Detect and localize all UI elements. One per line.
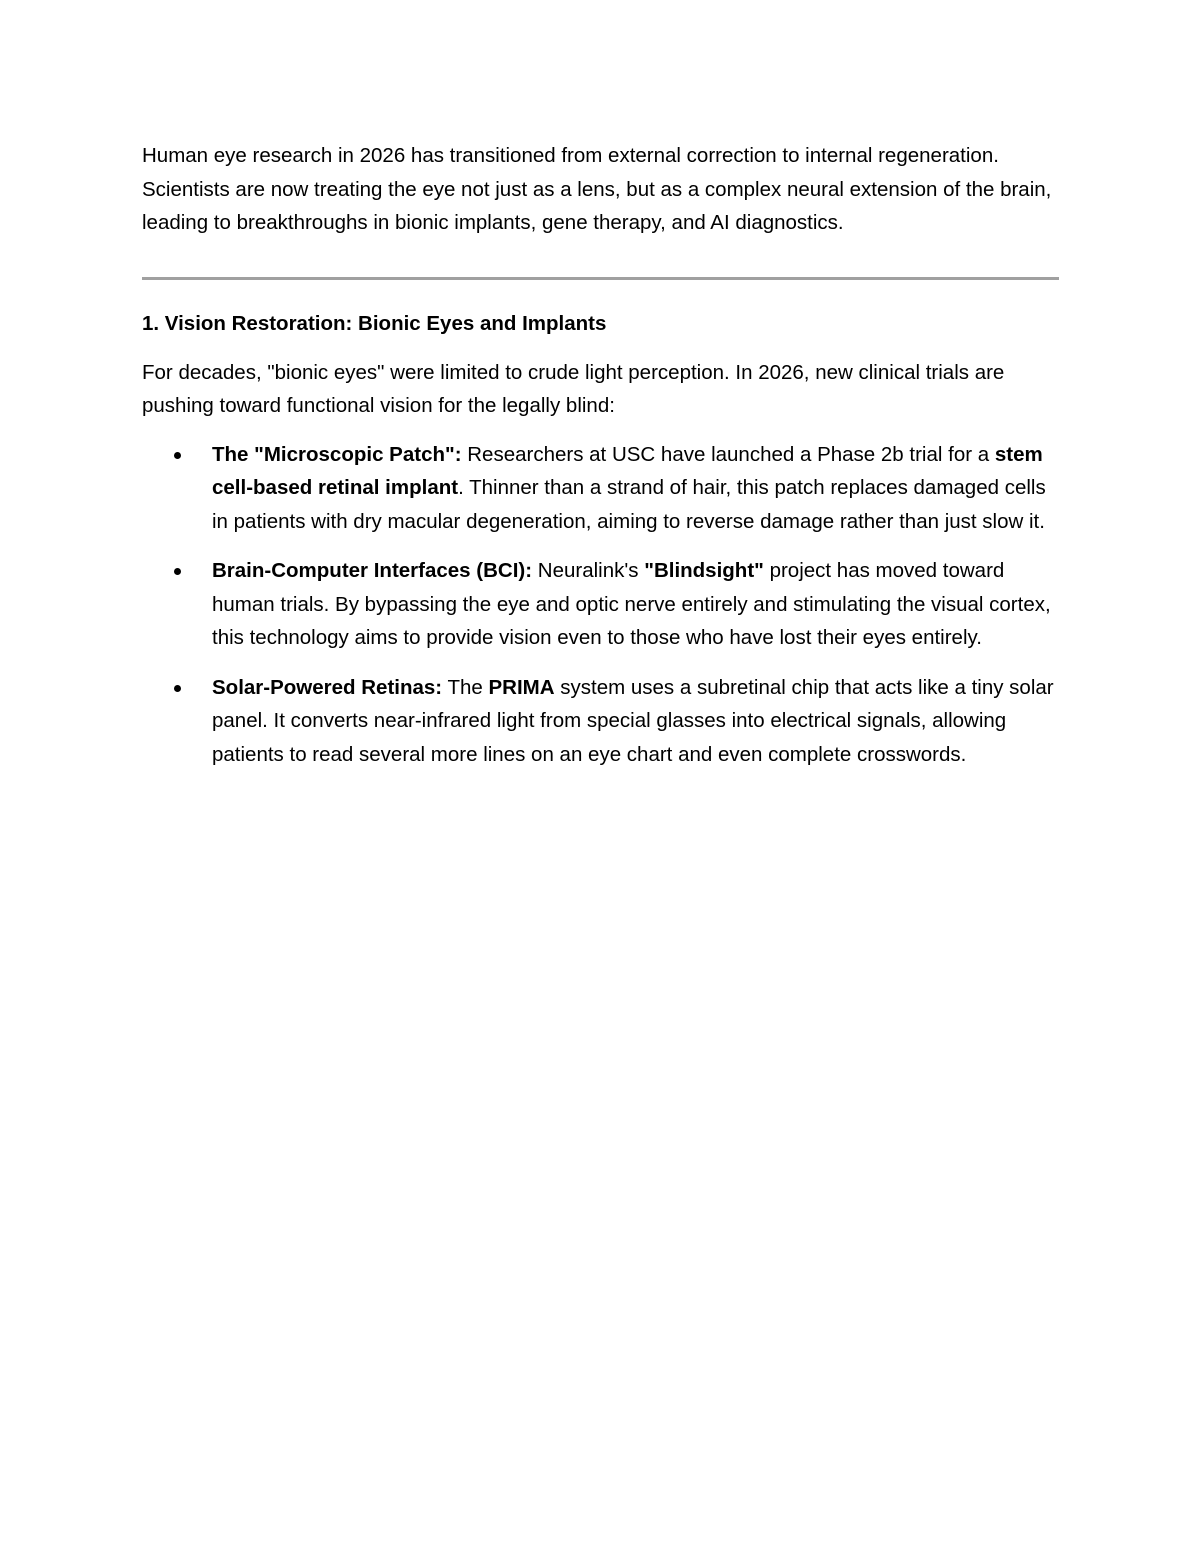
bullet-text: The — [442, 675, 489, 699]
bullet-text: project has moved toward human trials. By bypassing the eye and optic nerve entirely and stimulating the visual cortex, this technology aims to provide vision even to those who have lost their eyes entirely. — [212, 559, 1051, 649]
bullet-label: Solar-Powered Retinas: — [212, 675, 443, 699]
bullet-list — [142, 438, 1062, 772]
document-page — [142, 139, 1062, 787]
bullet-bold-text: stem cell-based retinal implant — [212, 442, 1043, 499]
bullet-text: Neuralink's — [532, 559, 645, 582]
horizontal-divider — [142, 277, 1059, 280]
section-lead-paragraph: For decades, "bionic eyes" were limited to crude light perception. In 2026, new clinical trials are pushing toward functional vision for the legally blind: — [142, 360, 1005, 417]
intro-paragraph: Human eye research in 2026 has transitioned from external correction to internal regeneration. Scientists are now treating the eye not just as a lens, but as a complex neural extension of the brain, leading to breakthroughs in bionic implants, gene therapy, and AI diagnostics. — [142, 144, 1052, 234]
bullet-text: Researchers at USC have launched a Phase 2b trial for a — [461, 442, 995, 466]
bullet-label: The "Microscopic Patch": — [212, 442, 462, 466]
bullet-icon — [174, 452, 181, 459]
bullet-icon — [174, 685, 181, 692]
bullet-bold-text: PRIMA — [488, 675, 555, 699]
list-item — [142, 438, 1062, 539]
bullet-label: Brain-Computer Interfaces (BCI): — [212, 559, 533, 582]
bullet-bold-text: "Blindsight" — [644, 559, 764, 582]
bullet-text: . Thinner than a strand of hair, this patch replaces damaged cells in patients with dry macular degeneration, aiming to reverse damage rather than just slow it. — [212, 476, 1046, 533]
section-heading: 1. Vision Restoration: Bionic Eyes and Implants — [142, 311, 607, 335]
list-item — [142, 554, 1062, 655]
bullet-text: system uses a subretinal chip that acts like a tiny solar panel. It converts near-infrared light from special glasses into electrical signals, allowing patients to read several more lines on an eye chart and even complete crosswords. — [212, 675, 1054, 766]
list-item — [142, 671, 1062, 772]
bullet-icon — [174, 568, 181, 575]
